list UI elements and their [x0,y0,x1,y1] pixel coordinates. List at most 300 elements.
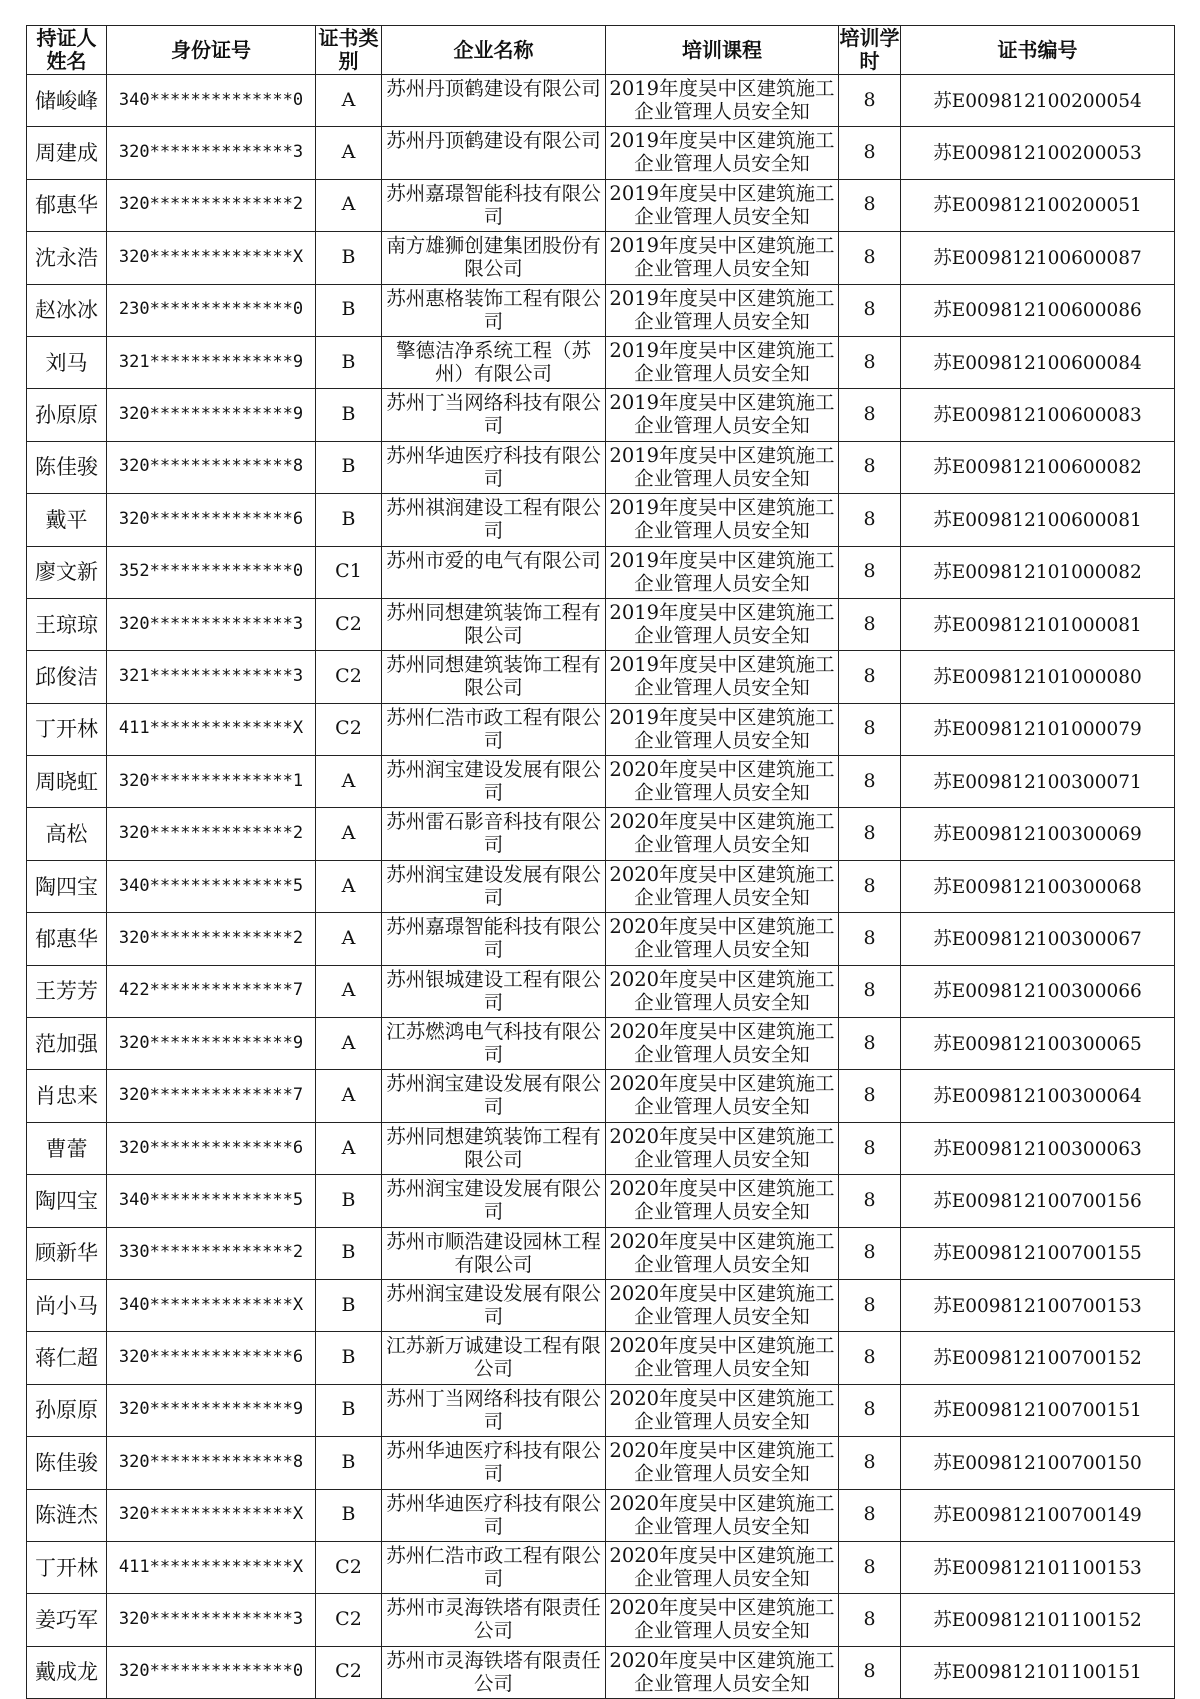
holder-name-cell [27,179,107,231]
company-name: 苏州润宝建设发展有限公司 [386,1281,601,1328]
training-course-cell [606,441,839,493]
id-number: 321**************9 [118,351,304,372]
certificate-number: 苏E009812100600087 [933,247,1142,269]
holder-name: 王芳芳 [35,979,98,1004]
table-row [27,1332,1175,1384]
table-row [27,1227,1175,1279]
company-name-cell [382,494,606,546]
company-name: 苏州仁浩市政工程有限公司 [386,1543,601,1590]
company-name: 南方雄狮创建集团股份有限公司 [386,234,601,281]
company-name: 苏州嘉璟智能科技有限公司 [386,915,601,962]
certificate-category-cell [316,336,382,388]
training-course: 2019年度吴中区建筑施工企业管理人员安全知 [609,600,835,647]
certificate-category: A [341,874,356,897]
training-hours: 8 [863,193,876,216]
training-course: 2020年度吴中区建筑施工企业管理人员安全知 [609,758,835,805]
certificate-category: B [341,298,356,321]
id-number-cell [107,546,316,598]
table-row [27,1437,1175,1489]
header-hours: 培训学时 [839,26,900,73]
company-name-cell [382,808,606,860]
company-name-cell [382,965,606,1017]
header-company: 企业名称 [382,26,606,75]
certificate-category: B [341,1346,356,1369]
training-hours-cell [839,127,901,179]
id-number-cell [107,1489,316,1541]
id-number: 340**************0 [118,89,304,110]
training-course: 2020年度吴中区建筑施工企业管理人员安全知 [609,1020,835,1067]
holder-name: 邱俊洁 [35,664,98,689]
id-number: 320**************9 [118,1032,304,1053]
certificate-category-cell [316,127,382,179]
certificate-category-cell [316,1646,382,1698]
certificate-number-cell [901,546,1175,598]
table-row [27,232,1175,284]
certificate-category-cell [316,441,382,493]
company-name: 苏州华迪医疗科技有限公司 [386,443,601,490]
training-course: 2020年度吴中区建筑施工企业管理人员安全知 [609,1334,835,1381]
training-hours-cell [839,389,901,441]
header-category: 证书类别 [316,26,382,75]
certificate-number-cell [901,651,1175,703]
training-course: 2020年度吴中区建筑施工企业管理人员安全知 [609,1229,835,1276]
id-number: 320**************9 [118,1399,304,1420]
training-hours: 8 [863,979,876,1002]
training-hours: 8 [863,298,876,321]
table-row [27,441,1175,493]
table-row [27,1070,1175,1122]
id-number-cell [107,1018,316,1070]
certificate-category: C2 [335,1555,362,1578]
company-name: 江苏燃鸿电气科技有限公司 [386,1020,601,1067]
training-hours: 8 [863,507,876,530]
certificate-number: 苏E009812101100151 [933,1662,1142,1684]
company-name-cell [382,860,606,912]
holder-name: 廖文新 [35,560,98,585]
training-course: 2020年度吴中区建筑施工企业管理人员安全知 [609,1072,835,1119]
holder-name: 陶四宝 [35,874,98,899]
id-number-cell [107,651,316,703]
holder-name: 肖忠来 [35,1084,98,1109]
company-name-cell [382,441,606,493]
training-course-cell [606,913,839,965]
training-course-cell [606,1175,839,1227]
certificate-category-cell [316,546,382,598]
training-hours: 8 [863,1241,876,1264]
company-name: 苏州市灵海铁塔有限责任公司 [386,1648,601,1695]
id-number-cell [107,284,316,336]
holder-name-cell [27,1384,107,1436]
training-course-cell [606,651,839,703]
training-hours-cell [839,703,901,755]
company-name: 苏州润宝建设发展有限公司 [386,1072,601,1119]
certificate-number: 苏E009812101000079 [933,719,1142,741]
certificate-category: A [341,926,356,949]
id-number: 320**************2 [118,823,304,844]
holder-name-cell [27,127,107,179]
training-hours: 8 [863,245,876,268]
holder-name: 孙原原 [35,1398,98,1423]
training-hours: 8 [863,1398,876,1421]
certificate-number-cell [901,1122,1175,1174]
holder-name: 丁开林 [35,717,98,742]
training-course-cell [606,1332,839,1384]
id-number: 320**************0 [118,1661,304,1682]
id-number-cell [107,1279,316,1331]
id-number-cell [107,389,316,441]
id-number-cell [107,1646,316,1698]
certificate-number-cell [901,860,1175,912]
training-course-cell [606,127,839,179]
training-hours-cell [839,1279,901,1331]
training-course-cell [606,598,839,650]
id-number: 320**************3 [118,613,304,634]
certificate-number: 苏E009812100300067 [933,928,1142,950]
training-hours-cell [839,1489,901,1541]
training-hours: 8 [863,874,876,897]
holder-name: 周晓虹 [35,769,98,794]
training-hours-cell [839,860,901,912]
id-number-cell [107,808,316,860]
company-name-cell [382,1279,606,1331]
header-name: 持证人姓名 [27,26,107,75]
company-name: 苏州华迪医疗科技有限公司 [386,1439,601,1486]
certificate-number: 苏E009812100700156 [933,1190,1142,1212]
certificate-category: B [341,403,356,426]
id-number: 411**************X [118,1556,304,1577]
certificate-category: A [341,769,356,792]
certificate-number: 苏E009812100700155 [933,1243,1142,1265]
certificate-number-cell [901,913,1175,965]
training-course-cell [606,1646,839,1698]
certificate-category: B [341,350,356,373]
company-name: 苏州丁当网络科技有限公司 [386,391,601,438]
training-course: 2019年度吴中区建筑施工企业管理人员安全知 [609,181,835,228]
company-name-cell [382,1332,606,1384]
id-number-cell [107,1541,316,1593]
holder-name: 陈佳骏 [35,455,98,480]
training-hours-cell [839,494,901,546]
training-course-cell [606,1594,839,1646]
company-name: 苏州润宝建设发展有限公司 [386,1177,601,1224]
company-name-cell [382,284,606,336]
holder-name-cell [27,860,107,912]
id-number: 352**************0 [118,561,304,582]
certificate-number-cell [901,965,1175,1017]
training-course: 2020年度吴中区建筑施工企业管理人员安全知 [609,1491,835,1538]
id-number: 320**************9 [118,404,304,425]
holder-name: 储峻峰 [35,88,98,113]
training-course: 2019年度吴中区建筑施工企业管理人员安全知 [609,705,835,752]
table-row [27,1175,1175,1227]
training-course-cell [606,284,839,336]
training-hours-cell [839,1646,901,1698]
certificate-number-cell [901,1646,1175,1698]
company-name-cell [382,1227,606,1279]
holder-name-cell [27,1018,107,1070]
holder-name-cell [27,965,107,1017]
training-hours: 8 [863,1293,876,1316]
company-name-cell [382,1122,606,1174]
header-row [27,26,1175,75]
certificate-category: B [341,455,356,478]
training-hours-cell [839,1437,901,1489]
certificate-category: B [341,1188,356,1211]
training-course-cell [606,1018,839,1070]
training-hours-cell [839,336,901,388]
certificate-category-cell [316,1594,382,1646]
training-hours: 8 [863,403,876,426]
certificate-number-cell [901,1018,1175,1070]
training-hours: 8 [863,350,876,373]
certificate-number: 苏E009812100600086 [933,300,1142,322]
certificate-number: 苏E009812101000081 [933,614,1142,636]
training-hours-cell [839,441,901,493]
certificate-category-cell [316,860,382,912]
certificate-number: 苏E009812100300069 [933,824,1142,846]
holder-name-cell [27,1279,107,1331]
holder-name-cell [27,1541,107,1593]
training-hours: 8 [863,612,876,635]
id-number: 320**************8 [118,1451,304,1472]
company-name-cell [382,1437,606,1489]
table-row [27,1541,1175,1593]
id-number: 320**************X [118,246,304,267]
company-name: 苏州华迪医疗科技有限公司 [386,1491,601,1538]
certificate-category: C2 [335,1608,362,1631]
company-name-cell [382,1646,606,1698]
certificate-category: A [341,193,356,216]
certificate-number: 苏E009812100200051 [933,195,1142,217]
training-course-cell [606,232,839,284]
certificate-category: B [341,1398,356,1421]
certificate-table [26,25,1175,1699]
company-name: 苏州丹顶鹤建设有限公司 [386,77,601,100]
certificate-number-cell [901,336,1175,388]
certificate-category: A [341,141,356,164]
certificate-number-cell [901,1227,1175,1279]
company-name: 苏州市灵海铁塔有限责任公司 [386,1596,601,1643]
training-hours: 8 [863,822,876,845]
certificate-number: 苏E009812100700152 [933,1348,1142,1370]
training-course-cell [606,1437,839,1489]
id-number: 321**************3 [118,665,304,686]
holder-name: 周建成 [35,141,98,166]
certificate-category-cell [316,1175,382,1227]
id-number-cell [107,1175,316,1227]
company-name-cell [382,1594,606,1646]
id-number: 320**************6 [118,1347,304,1368]
training-hours-cell [839,1541,901,1593]
training-course: 2019年度吴中区建筑施工企业管理人员安全知 [609,234,835,281]
company-name: 苏州嘉璟智能科技有限公司 [386,181,601,228]
certificate-number-cell [901,1384,1175,1436]
certificate-category-cell [316,1437,382,1489]
table-row [27,494,1175,546]
id-number-cell [107,598,316,650]
training-hours: 8 [863,1136,876,1159]
certificate-number-cell [901,75,1175,127]
training-hours-cell [839,1227,901,1279]
training-hours-cell [839,1070,901,1122]
holder-name: 戴成龙 [35,1660,98,1685]
training-hours-cell [839,232,901,284]
holder-name-cell [27,1070,107,1122]
table-row [27,756,1175,808]
certificate-table-sheet [26,25,1174,1699]
certificate-number-cell [901,756,1175,808]
table-row [27,546,1175,598]
company-name-cell [382,75,606,127]
training-hours: 8 [863,664,876,687]
certificate-number-cell [901,179,1175,231]
company-name-cell [382,703,606,755]
company-name: 苏州市爱的电气有限公司 [386,548,601,572]
id-number: 320**************7 [118,1085,304,1106]
training-course-cell [606,1489,839,1541]
training-course: 2020年度吴中区建筑施工企业管理人员安全知 [609,1177,835,1224]
training-course: 2019年度吴中区建筑施工企业管理人员安全知 [609,391,835,438]
table-row [27,127,1175,179]
id-number-cell [107,1227,316,1279]
table-row [27,1384,1175,1436]
id-number-cell [107,232,316,284]
holder-name-cell [27,1489,107,1541]
certificate-category-cell [316,494,382,546]
certificate-category: B [341,245,356,268]
holder-name-cell [27,808,107,860]
id-number-cell [107,494,316,546]
certificate-number-cell [901,1070,1175,1122]
table-row [27,1489,1175,1541]
certificate-category-cell [316,756,382,808]
certificate-category-cell [316,1332,382,1384]
table-row [27,179,1175,231]
table-row [27,598,1175,650]
id-number: 422**************7 [118,980,304,1001]
training-hours: 8 [863,1555,876,1578]
certificate-category-cell [316,1018,382,1070]
certificate-category-cell [316,232,382,284]
company-name-cell [382,1175,606,1227]
certificate-number: 苏E009812101100152 [933,1610,1142,1632]
training-course: 2020年度吴中区建筑施工企业管理人员安全知 [609,862,835,909]
certificate-number-cell [901,389,1175,441]
certificate-category-cell [316,389,382,441]
header-cert: 证书编号 [901,26,1175,75]
training-course-cell [606,336,839,388]
certificate-category-cell [316,1384,382,1436]
company-name: 苏州丁当网络科技有限公司 [386,1386,601,1433]
certificate-category-cell [316,598,382,650]
training-hours-cell [839,651,901,703]
id-number: 320**************3 [118,1609,304,1630]
training-course: 2020年度吴中区建筑施工企业管理人员安全知 [609,1281,835,1328]
holder-name: 戴平 [45,507,88,532]
training-course: 2019年度吴中区建筑施工企业管理人员安全知 [609,129,835,176]
training-course-cell [606,1541,839,1593]
training-hours: 8 [863,1188,876,1211]
certificate-number-cell [901,127,1175,179]
table-row [27,75,1175,127]
company-name-cell [382,546,606,598]
training-hours: 8 [863,1346,876,1369]
table-row [27,1279,1175,1331]
certificate-category-cell [316,1279,382,1331]
certificate-number: 苏E009812100300071 [933,771,1142,793]
training-course: 2020年度吴中区建筑施工企业管理人员安全知 [609,1648,835,1695]
holder-name: 姜巧军 [35,1608,98,1633]
training-hours-cell [839,1594,901,1646]
id-number: 320**************X [118,1504,304,1525]
header-id: 身份证号 [107,26,316,75]
training-course-cell [606,808,839,860]
certificate-category: B [341,1293,356,1316]
certificate-number-cell [901,598,1175,650]
table-row [27,703,1175,755]
table-row [27,389,1175,441]
table-row [27,913,1175,965]
training-course-cell [606,1122,839,1174]
company-name-cell [382,389,606,441]
holder-name-cell [27,1122,107,1174]
certificate-category: A [341,88,356,111]
training-course-cell [606,1384,839,1436]
training-course: 2020年度吴中区建筑施工企业管理人员安全知 [609,915,835,962]
training-course-cell [606,75,839,127]
training-course-cell [606,1070,839,1122]
holder-name-cell [27,1227,107,1279]
certificate-number-cell [901,1437,1175,1489]
table-row [27,651,1175,703]
company-name-cell [382,913,606,965]
company-name: 苏州银城建设工程有限公司 [386,967,601,1014]
holder-name-cell [27,598,107,650]
certificate-number-cell [901,284,1175,336]
company-name: 苏州同想建筑装饰工程有限公司 [386,600,601,647]
certificate-number-cell [901,494,1175,546]
training-course: 2020年度吴中区建筑施工企业管理人员安全知 [609,810,835,857]
certificate-number-cell [901,1175,1175,1227]
certificate-number: 苏E009812100700153 [933,1295,1142,1317]
certificate-number: 苏E009812100600082 [933,457,1142,479]
training-hours: 8 [863,455,876,478]
training-course-cell [606,703,839,755]
training-hours: 8 [863,1084,876,1107]
certificate-number-cell [901,1541,1175,1593]
holder-name: 陈涟杰 [35,1503,98,1528]
company-name: 江苏新万诚建设工程有限公司 [386,1334,601,1381]
id-number: 230**************0 [118,299,304,320]
certificate-number: 苏E009812100300065 [933,1033,1142,1055]
id-number-cell [107,1594,316,1646]
training-hours: 8 [863,1450,876,1473]
training-course-cell [606,860,839,912]
training-course-cell [606,494,839,546]
training-hours: 8 [863,141,876,164]
id-number-cell [107,1122,316,1174]
certificate-category: A [341,1084,356,1107]
training-hours-cell [839,284,901,336]
training-hours-cell [839,1122,901,1174]
certificate-category: C1 [335,560,362,583]
certificate-number: 苏E009812100200054 [933,90,1142,112]
holder-name: 丁开林 [35,1555,98,1580]
id-number-cell [107,336,316,388]
certificate-category: C2 [335,717,362,740]
certificate-number-cell [901,1594,1175,1646]
training-hours: 8 [863,1608,876,1631]
